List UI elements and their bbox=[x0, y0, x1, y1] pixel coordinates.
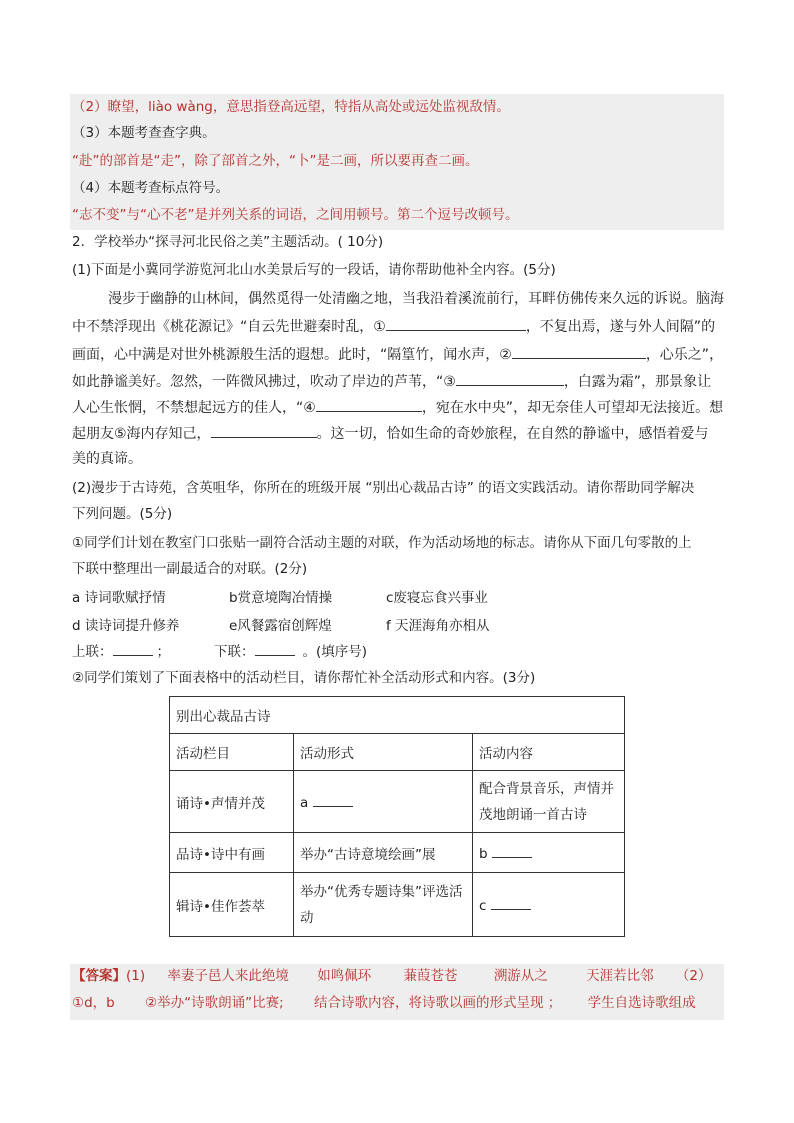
table-header: 活动形式 bbox=[294, 734, 473, 771]
answer-line-2: ①d，b ②举办“诗歌朗诵”比赛; 结合诗歌内容，将诗歌以画的形式呈现 ； 学生自选诗歌组成 bbox=[72, 995, 696, 1011]
blank-3[interactable] bbox=[456, 371, 564, 386]
analysis-line-4: （4）本题考查标点符号。 bbox=[72, 180, 230, 196]
activity-table bbox=[169, 696, 625, 937]
option-d: d 读诗词提升修养 bbox=[72, 618, 180, 634]
table-header: 活动内容 bbox=[473, 734, 625, 771]
table-cell: 举办“古诗意境绘画”展 bbox=[294, 833, 473, 873]
analysis-line-1: （2）瞭望，liào wàng，意思指登高远望，特指从高处或远处监视敌情。 bbox=[72, 99, 510, 115]
option-a: a 诗词歌赋抒情 bbox=[72, 590, 166, 606]
upper-blank[interactable] bbox=[113, 641, 153, 656]
analysis-line-2: （3）本题考查查字典。 bbox=[72, 125, 216, 141]
analysis-line-5: “志不变”与“心不老”是并列关系的词语，之间用顿号。第二个逗号改顿号。 bbox=[72, 207, 519, 223]
part2-line-2: 下列问题。(5分) bbox=[72, 506, 173, 522]
fill-line: 上联： ； 下联： 。(填序号) bbox=[72, 641, 367, 662]
paragraph-line-1: 漫步于幽静的山林间，偶然觅得一处清幽之地，当我沿着溪流前行，耳畔仿佛传来久远的诉说。脑海 bbox=[108, 291, 724, 307]
lower-blank[interactable] bbox=[255, 641, 295, 656]
option-f: f 天涯海角亦相从 bbox=[386, 618, 490, 634]
content-blank-c[interactable] bbox=[491, 895, 531, 910]
blank-1[interactable] bbox=[386, 316, 526, 331]
table-cell: 品诗•诗中有画 bbox=[170, 833, 294, 873]
paragraph-line-6: 起朋友⑤海内存知己， 。这一切，恰如生命的奇妙旅程，在自然的静谧中，感悟着爱与 bbox=[72, 423, 709, 444]
table-cell: a bbox=[294, 771, 473, 833]
q1-line-1: ①同学们计划在教室门口张贴一副符合活动主题的对联，作为活动场地的标志。请你从下面几句零散的上 bbox=[72, 535, 692, 551]
table-cell: 举办“优秀专题诗集”评选活动 bbox=[294, 873, 473, 937]
blank-4[interactable] bbox=[316, 397, 422, 412]
part1-intro: (1)下面是小冀同学游览河北山水美景后写的一段话，请你帮助他补全内容。(5分) bbox=[72, 262, 556, 278]
table-cell: c bbox=[473, 873, 625, 937]
table-cell: b bbox=[473, 833, 625, 873]
table-cell: 诵诗•声情并茂 bbox=[170, 771, 294, 833]
paragraph-line-4: 如此静谧美好。忽然，一阵微风拂过，吹动了岸边的芦苇，“③ ，白露为霜”，那景象让 bbox=[72, 371, 711, 392]
paragraph-line-5: 人心生怅惘，不禁想起远方的佳人，“④ ，宛在水中央”，却无奈佳人可望却无法接近。想 bbox=[72, 397, 723, 418]
q1-line-2: 下联中整理出一副最适合的对联。(2分) bbox=[72, 561, 308, 577]
option-c: c废寝忘食兴事业 bbox=[386, 590, 488, 606]
answer-line-1: 【答案】(1) 率妻子邑人来此绝境 如鸣佩环 蒹葭苍苍 溯游从之 天涯若比邻 （2） bbox=[72, 968, 712, 984]
paragraph-line-7: 美的真谛。 bbox=[72, 451, 142, 467]
option-b: b赏意境陶冶情操 bbox=[229, 590, 333, 606]
content-blank-b[interactable] bbox=[492, 843, 532, 858]
analysis-line-3: “赴”的部首是“走”，除了部首之外，“卜”是二画，所以要再查二画。 bbox=[72, 153, 479, 169]
question-title: 2．学校举办“探寻河北民俗之美”主题活动。( 10分) bbox=[72, 234, 384, 250]
table-title: 别出心裁品古诗 bbox=[170, 697, 625, 734]
table-header: 活动栏目 bbox=[170, 734, 294, 771]
form-blank-a[interactable] bbox=[313, 792, 353, 807]
option-e: e风餐露宿创辉煌 bbox=[229, 618, 332, 634]
table-cell: 辑诗•佳作荟萃 bbox=[170, 873, 294, 937]
blank-5[interactable] bbox=[211, 423, 317, 438]
q2-line: ②同学们策划了下面表格中的活动栏目，请你帮忙补全活动形式和内容。(3分) bbox=[72, 670, 536, 686]
paragraph-line-2: 中不禁浮现出《桃花源记》“自云先世避秦时乱，① ，不复出焉，遂与外人间隔”的 bbox=[72, 316, 715, 337]
paragraph-line-3: 画面，心中满是对世外桃源般生活的遐想。此时，“隔篁竹，闻水声，② ，心乐之”， bbox=[72, 344, 723, 365]
table-cell: 配合背景音乐，声情并茂地朗诵一首古诗 bbox=[473, 771, 625, 833]
part2-line-1: (2)漫步于古诗苑，含英咀华，你所在的班级开展 “别出心裁品古诗” 的语文实践活动。请你帮助同学解决 bbox=[72, 480, 695, 496]
blank-2[interactable] bbox=[512, 344, 646, 359]
